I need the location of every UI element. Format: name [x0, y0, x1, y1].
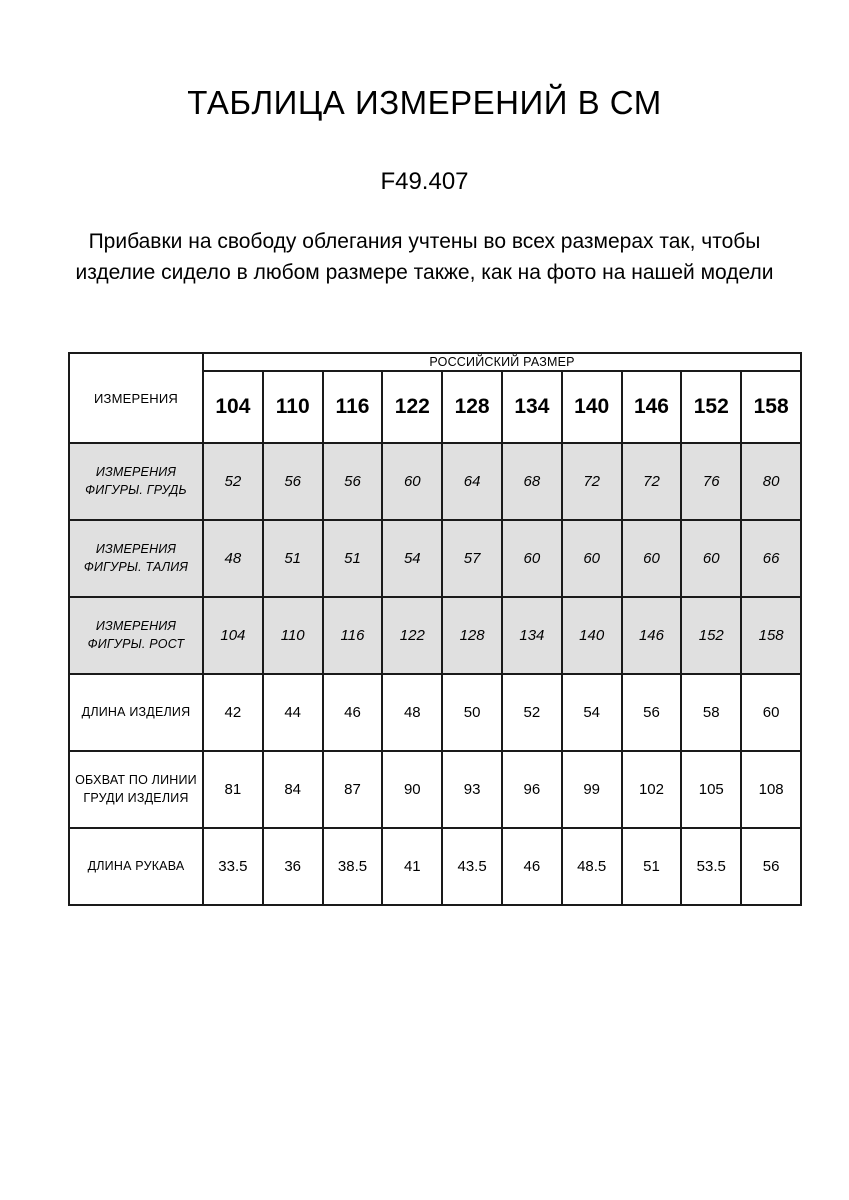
- measurement-value-cell: 52: [203, 443, 263, 520]
- measurement-value-cell: 48: [203, 520, 263, 597]
- size-column-header: 146: [622, 371, 682, 443]
- measurement-value-cell: 116: [323, 597, 383, 674]
- measurement-row-label: ДЛИНА РУКАВА: [69, 828, 203, 905]
- russian-size-header-cell: РОССИЙСКИЙ РАЗМЕР: [203, 353, 801, 371]
- size-column-header: 122: [382, 371, 442, 443]
- page-title: ТАБЛИЦА ИЗМЕРЕНИЙ В СМ: [187, 84, 662, 121]
- measurement-value-cell: 60: [622, 520, 682, 597]
- measurement-value-cell: 122: [382, 597, 442, 674]
- measurement-value-cell: 60: [502, 520, 562, 597]
- measurement-value-cell: 56: [622, 674, 682, 751]
- fit-note: Прибавки на свободу облегания учтены во всех размерах так, чтобы изделие сидело в любом размере также, как на фото на нашей модели: [75, 230, 774, 284]
- measurement-row: [69, 597, 801, 674]
- measurements-header-cell: ИЗМЕРЕНИЯ: [69, 353, 203, 443]
- measurement-value-cell: 81: [203, 751, 263, 828]
- measurement-value-cell: 48: [382, 674, 442, 751]
- measurement-value-cell: 104: [203, 597, 263, 674]
- measurement-row-label: ДЛИНА ИЗДЕЛИЯ: [69, 674, 203, 751]
- measurement-row-label: ИЗМЕРЕНИЯ ФИГУРЫ. ГРУДЬ: [69, 443, 203, 520]
- measurement-value-cell: 50: [442, 674, 502, 751]
- measurement-row: [69, 828, 801, 905]
- measurement-value-cell: 72: [562, 443, 622, 520]
- measurement-value-cell: 110: [263, 597, 323, 674]
- measurement-value-cell: 60: [382, 443, 442, 520]
- measurement-value-cell: 102: [622, 751, 682, 828]
- measurement-value-cell: 43.5: [442, 828, 502, 905]
- measurement-value-cell: 60: [562, 520, 622, 597]
- measurement-value-cell: 41: [382, 828, 442, 905]
- measurement-row: [69, 520, 801, 597]
- measurement-value-cell: 51: [263, 520, 323, 597]
- size-column-header: 104: [203, 371, 263, 443]
- measurement-row-label: ИЗМЕРЕНИЯ ФИГУРЫ. ТАЛИЯ: [69, 520, 203, 597]
- size-column-header: 128: [442, 371, 502, 443]
- measurement-value-cell: 54: [562, 674, 622, 751]
- measurement-row-label: ИЗМЕРЕНИЯ ФИГУРЫ. РОСТ: [69, 597, 203, 674]
- size-column-header: 158: [741, 371, 801, 443]
- measurement-value-cell: 152: [681, 597, 741, 674]
- size-column-header: 152: [681, 371, 741, 443]
- measurement-value-cell: 72: [622, 443, 682, 520]
- measurement-value-cell: 66: [741, 520, 801, 597]
- measurement-value-cell: 60: [681, 520, 741, 597]
- measurement-value-cell: 56: [263, 443, 323, 520]
- measurement-value-cell: 128: [442, 597, 502, 674]
- measurement-value-cell: 36: [263, 828, 323, 905]
- measurement-value-cell: 84: [263, 751, 323, 828]
- table-body: [69, 443, 801, 905]
- measurement-value-cell: 140: [562, 597, 622, 674]
- measurements-table: [68, 352, 802, 906]
- measurement-value-cell: 56: [741, 828, 801, 905]
- measurement-value-cell: 46: [323, 674, 383, 751]
- measurement-value-cell: 90: [382, 751, 442, 828]
- measurement-value-cell: 87: [323, 751, 383, 828]
- measurement-value-cell: 38.5: [323, 828, 383, 905]
- size-column-header: 116: [323, 371, 383, 443]
- measurement-value-cell: 58: [681, 674, 741, 751]
- measurement-value-cell: 53.5: [681, 828, 741, 905]
- measurement-row: [69, 751, 801, 828]
- measurement-value-cell: 46: [502, 828, 562, 905]
- measurement-value-cell: 33.5: [203, 828, 263, 905]
- measurement-value-cell: 60: [741, 674, 801, 751]
- measurement-value-cell: 64: [442, 443, 502, 520]
- measurement-row: [69, 443, 801, 520]
- measurement-row: [69, 674, 801, 751]
- measurement-value-cell: 52: [502, 674, 562, 751]
- measurement-value-cell: 158: [741, 597, 801, 674]
- measurement-value-cell: 76: [681, 443, 741, 520]
- group-header-row: [69, 353, 801, 371]
- measurement-row-label: ОБХВАТ ПО ЛИНИИ ГРУДИ ИЗДЕЛИЯ: [69, 751, 203, 828]
- measurement-value-cell: 96: [502, 751, 562, 828]
- measurement-value-cell: 51: [323, 520, 383, 597]
- size-column-header: 140: [562, 371, 622, 443]
- measurement-value-cell: 108: [741, 751, 801, 828]
- size-column-header: 134: [502, 371, 562, 443]
- table-head: [69, 353, 801, 443]
- measurement-value-cell: 80: [741, 443, 801, 520]
- measurement-value-cell: 57: [442, 520, 502, 597]
- measurement-value-cell: 134: [502, 597, 562, 674]
- size-column-header: 110: [263, 371, 323, 443]
- measurement-value-cell: 42: [203, 674, 263, 751]
- measurement-value-cell: 48.5: [562, 828, 622, 905]
- measurement-value-cell: 54: [382, 520, 442, 597]
- measurement-value-cell: 105: [681, 751, 741, 828]
- measurement-value-cell: 93: [442, 751, 502, 828]
- measurement-value-cell: 68: [502, 443, 562, 520]
- measurement-value-cell: 51: [622, 828, 682, 905]
- measurement-value-cell: 56: [323, 443, 383, 520]
- measurement-value-cell: 44: [263, 674, 323, 751]
- measurement-value-cell: 146: [622, 597, 682, 674]
- model-code: F49.407: [380, 168, 469, 195]
- measurement-value-cell: 99: [562, 751, 622, 828]
